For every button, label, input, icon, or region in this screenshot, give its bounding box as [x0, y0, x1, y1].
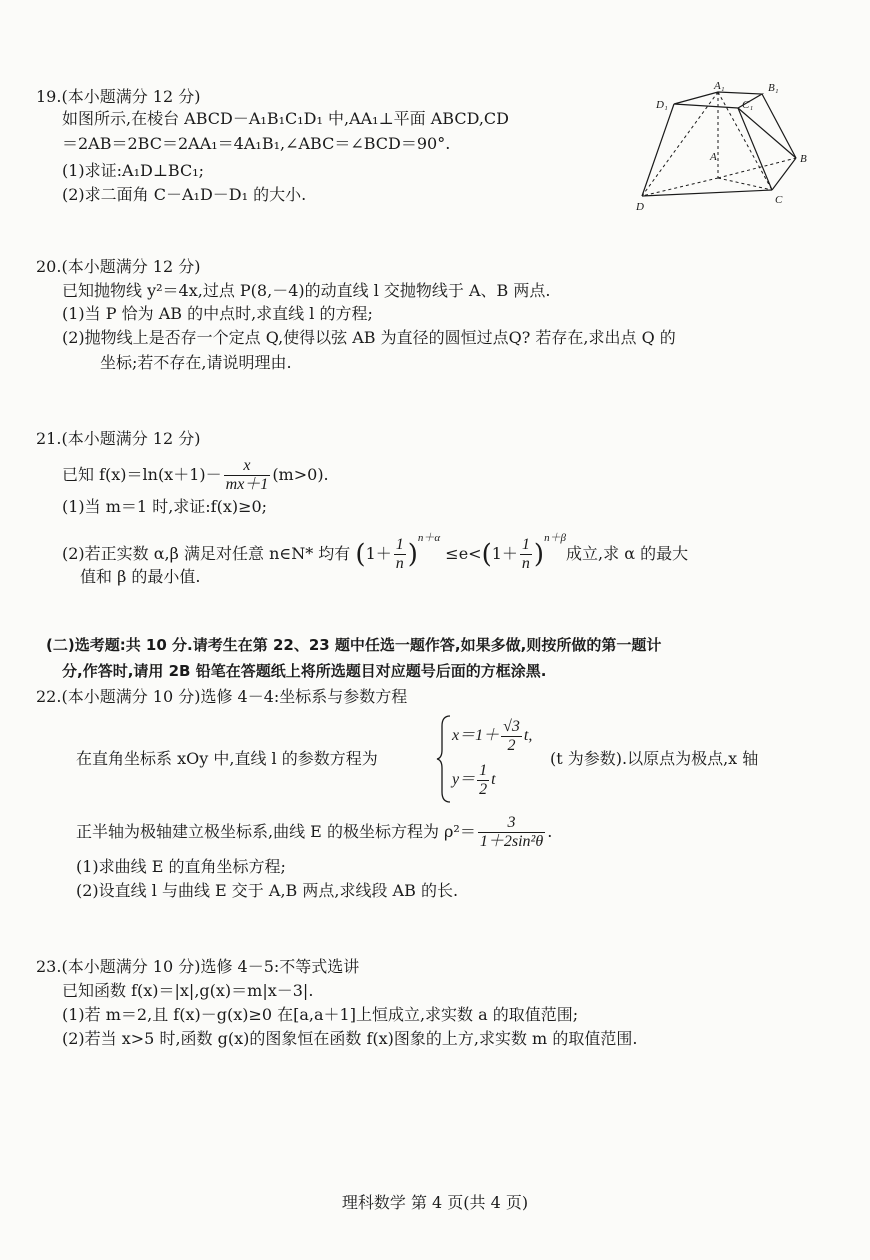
q22-eq1-frac: [501, 718, 522, 755]
q22-eq1-den: 2: [507, 737, 516, 754]
q22-eq2-num: 1: [479, 762, 488, 779]
q20-part2-line1: (2)抛物线上是否存一个定点 Q,使得以弦 AB 为直径的圆恒过点Q? 若存在,求出点 Q 的: [62, 328, 676, 347]
q23-text-line1: 已知函数 f(x)＝|x|,g(x)＝m|x－3|.: [62, 981, 314, 1000]
q22-equation-x: [452, 718, 532, 755]
q21-frac-num: x: [224, 457, 271, 476]
q21-fraction: [224, 457, 271, 494]
q22-eq1-prefix: x＝1＋: [452, 727, 500, 745]
q22-eq2-prefix: y＝: [452, 771, 476, 789]
label-C1: C₁: [742, 99, 754, 111]
q22-rho-den: 1＋2sin²θ: [479, 833, 544, 850]
label-D: D: [636, 201, 644, 213]
q22-eq1-suffix: t,: [523, 727, 533, 745]
q22-eq1-num: √3: [503, 718, 520, 735]
q22-heading: 22.(本小题满分 10 分)选修 4－4:坐标系与参数方程: [36, 687, 408, 706]
label-B: B: [800, 153, 807, 165]
q21-left-den: n: [395, 555, 404, 572]
q22-part1: (1)求曲线 E 的直角坐标方程;: [76, 857, 286, 876]
page-footer: 理科数学 第 4 页(共 4 页): [341, 1193, 529, 1212]
q22-text-suffix: (t 为参数).以原点为极点,x 轴: [550, 749, 759, 768]
q21-func-suffix: (m>0).: [272, 465, 329, 484]
q21-text-line1: [62, 455, 329, 495]
label-D1: D₁: [656, 99, 668, 111]
q21-part2-prefix: (2)若正实数 α,β 满足对任意 n∈N* 均有: [62, 544, 351, 563]
q21-heading: 21.(本小题满分 12 分): [36, 429, 201, 448]
label-C: C: [775, 194, 783, 206]
q22-eq2-frac: [477, 762, 489, 799]
q21-right-num: 1: [521, 536, 530, 553]
q21-one-over-n-left: [394, 536, 406, 573]
q21-func-prefix: 已知 f(x)＝ln(x＋1)－: [62, 465, 222, 484]
q21-part2-line1: (2)若正实数 α,β 满足对任意 n∈N* 均有 (1＋ $\frac{1}{n}$ )$^{n+\alpha}$ ≤e<(1＋ $\frac{1}{n}$ )$^{n+\beta}$成立,求 α 的最大: [62, 532, 689, 572]
q22-text-prefix: 在直角坐标系 xOy 中,直线 l 的参数方程为: [76, 749, 378, 768]
q20-heading: 20.(本小题满分 12 分): [36, 257, 201, 276]
q22-line2-suffix: .: [547, 822, 553, 841]
q23-heading: 23.(本小题满分 10 分)选修 4－5:不等式选讲: [36, 957, 360, 976]
q22-eq2-den: 2: [479, 781, 488, 798]
q21-one-over-n-right: [520, 536, 532, 573]
q21-right-den: n: [521, 555, 530, 572]
q21-part1: (1)当 m＝1 时,求证:f(x)≥0;: [62, 497, 268, 516]
q19-text-line1: 如图所示,在棱台 ABCD－A₁B₁C₁D₁ 中,AA₁⊥平面 ABCD,CD: [62, 109, 509, 128]
q21-frac-den: mx＋1: [225, 476, 269, 493]
q21-left-num: 1: [395, 536, 404, 553]
q23-part2: (2)若当 x>5 时,函数 g(x)的图象恒在函数 f(x)图象的上方,求实数 m 的取值范围.: [62, 1029, 638, 1048]
q21-part2-suffix: 成立,求 α 的最大: [566, 544, 689, 563]
label-A1: A₁: [714, 80, 725, 92]
q19-part2: (2)求二面角 C－A₁D－D₁ 的大小.: [62, 185, 307, 204]
q22-line2-prefix: 正半轴为极轴建立极坐标系,曲线 E 的极坐标方程为 ρ²＝: [76, 822, 476, 841]
q19-heading: 19.(本小题满分 12 分): [36, 87, 201, 106]
q23-part1: (1)若 m＝2,且 f(x)－g(x)≥0 在[a,a＋1]上恒成立,求实数 a 的取值范围;: [62, 1005, 579, 1024]
q20-part1: (1)当 P 恰为 AB 的中点时,求直线 l 的方程;: [62, 304, 373, 323]
q20-text-line1: 已知抛物线 y²＝4x,过点 P(8,－4)的动直线 l 交抛物线于 A、B 两点.: [62, 281, 551, 300]
q21-middle: ≤e<: [445, 544, 482, 563]
label-B1: B₁: [768, 82, 779, 94]
q21-exp-beta: n＋β: [544, 532, 567, 544]
q21-exp-alpha: n＋α: [417, 532, 441, 544]
q22-part2: (2)设直线 l 与曲线 E 交于 A,B 两点,求线段 AB 的长.: [76, 881, 459, 900]
q20-part2-line2: 坐标;若不存在,请说明理由.: [100, 353, 292, 372]
q22-rho-num: 3: [478, 814, 545, 833]
frustum-figure: [632, 78, 822, 218]
q22-text-line2: [76, 812, 552, 852]
q22-eq2-suffix: t: [491, 771, 496, 789]
label-A: A: [710, 151, 717, 163]
q21-part2-line2: 值和 β 的最小值.: [80, 567, 201, 586]
q22-rho-frac: [478, 814, 545, 851]
system-brace: [436, 714, 452, 804]
q22-equation-y: [452, 762, 496, 799]
optional-instructions-line2: 分,作答时,请用 2B 铅笔在答题纸上将所选题目对应题号后面的方框涂黑.: [62, 662, 547, 680]
optional-instructions-line1: (二)选考题:共 10 分.请考生在第 22、23 题中任选一题作答,如果多做,则按所做的第一题计: [46, 636, 662, 654]
q19-text-line2: ＝2AB＝2BC＝2AA₁＝4A₁B₁,∠ABC＝∠BCD＝90°.: [62, 134, 451, 153]
q19-part1: (1)求证:A₁D⊥BC₁;: [62, 161, 205, 180]
